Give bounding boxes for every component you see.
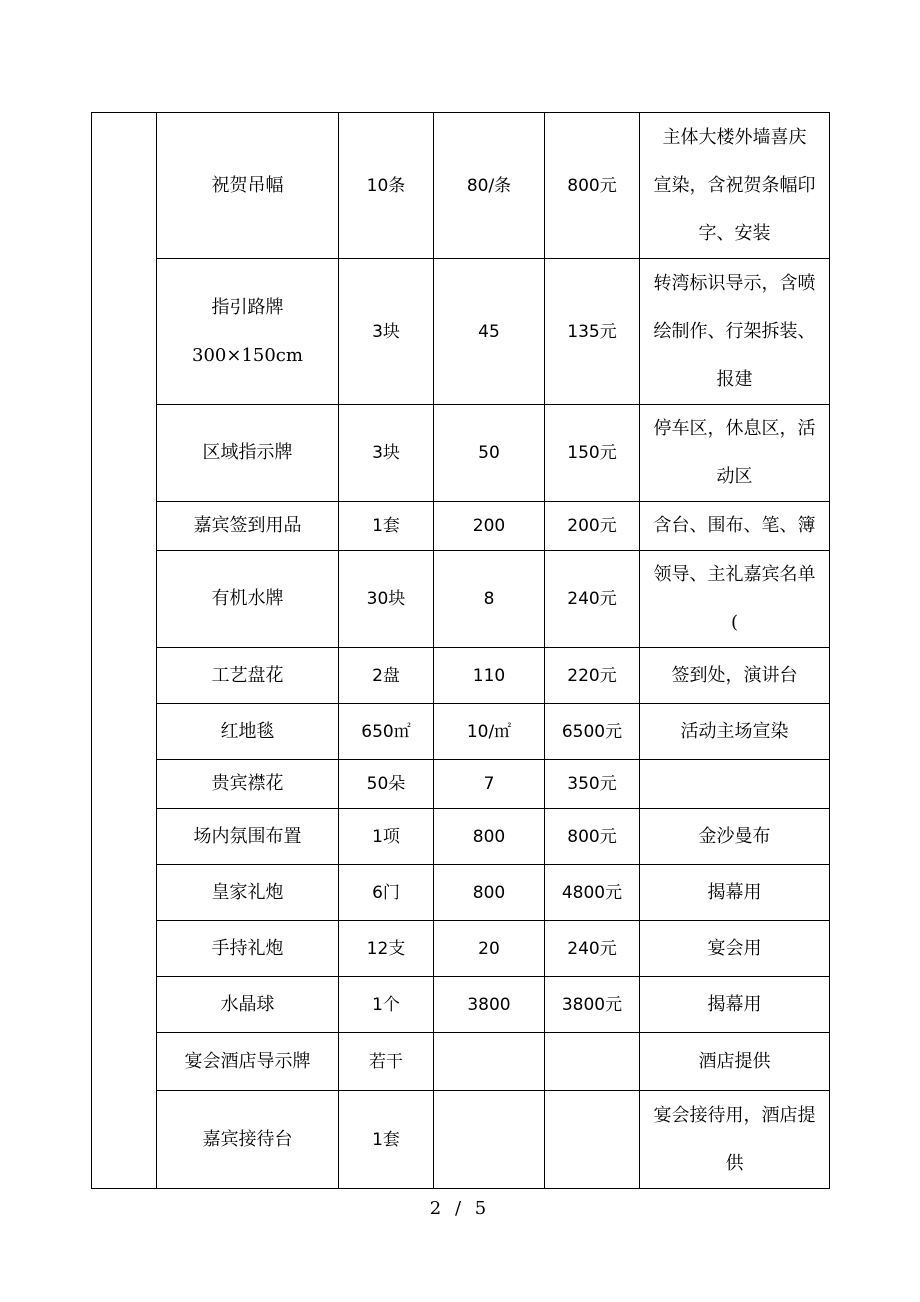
total-cell: 3800元 — [545, 977, 640, 1033]
unit-price-cell: 3800 — [434, 977, 545, 1033]
total-cell: 800元 — [545, 809, 640, 865]
note-cell-line: 动区 — [716, 466, 753, 487]
note-cell — [640, 551, 830, 648]
table-row — [92, 921, 830, 977]
table-row — [92, 865, 830, 921]
unit-price-cell: 800 — [434, 809, 545, 865]
total-cell — [545, 1091, 640, 1189]
unit-price-cell — [434, 1033, 545, 1091]
note-cell — [640, 977, 830, 1033]
item-name-cell-line: 场内氛围布置 — [193, 825, 302, 847]
table-row — [92, 502, 830, 551]
quantity-cell: 6门 — [339, 865, 434, 921]
item-name-cell — [157, 259, 339, 405]
table-row — [92, 405, 830, 502]
table-row — [92, 648, 830, 704]
quantity-cell: 1套 — [339, 502, 434, 551]
total-cell: 4800元 — [545, 865, 640, 921]
item-name-cell-line: 水晶球 — [220, 993, 275, 1015]
total-cell: 240元 — [545, 921, 640, 977]
item-name-cell — [157, 977, 339, 1033]
table-row — [92, 259, 830, 405]
note-cell — [640, 921, 830, 977]
item-name-cell — [157, 704, 339, 760]
note-cell — [640, 502, 830, 551]
unit-price-cell: 10/㎡ — [434, 704, 545, 760]
note-cell-line: 报建 — [716, 368, 753, 390]
item-name-cell — [157, 760, 339, 809]
total-cell: 800元 — [545, 113, 640, 259]
note-cell-line: 主体大楼外墙喜庆 — [662, 126, 807, 148]
category-cell — [92, 113, 157, 1189]
table-row — [92, 809, 830, 865]
table-row — [92, 1091, 830, 1189]
item-name-cell-line: 区域指示牌 — [202, 442, 293, 463]
note-cell-line: 活动主场宣染 — [680, 720, 789, 742]
table-row — [92, 1033, 830, 1091]
note-cell-line: 字、安装 — [698, 222, 771, 244]
note-cell-line: 宴会接待用，酒店提 — [653, 1104, 816, 1126]
note-cell-line: 含台、围布、笔、簿 — [653, 515, 816, 536]
note-cell-line: 供 — [725, 1152, 744, 1174]
unit-price-cell: 7 — [434, 760, 545, 809]
quantity-cell: 1个 — [339, 977, 434, 1033]
item-name-cell-line: 皇家礼炮 — [211, 881, 284, 903]
total-cell: 135元 — [545, 259, 640, 405]
quantity-cell: 2盘 — [339, 648, 434, 704]
note-cell-line: 领导、主礼嘉宾名单 — [653, 564, 816, 585]
table-body — [92, 113, 830, 1189]
item-name-cell — [157, 113, 339, 259]
item-name-cell — [157, 405, 339, 502]
unit-price-cell: 80/条 — [434, 113, 545, 259]
note-cell-line: 揭幕用 — [707, 993, 762, 1015]
quantity-cell: 12支 — [339, 921, 434, 977]
quantity-cell: 10条 — [339, 113, 434, 259]
note-cell — [640, 113, 830, 259]
unit-price-cell: 800 — [434, 865, 545, 921]
item-name-cell-line: 有机水牌 — [211, 588, 284, 609]
item-name-cell-line: 工艺盘花 — [211, 664, 284, 686]
table-row — [92, 704, 830, 760]
total-cell: 220元 — [545, 648, 640, 704]
unit-price-cell: 20 — [434, 921, 545, 977]
note-cell-line: 转湾标识导示，含喷 — [653, 272, 816, 294]
total-cell: 200元 — [545, 502, 640, 551]
item-name-cell-line: 嘉宾接待台 — [202, 1128, 293, 1150]
total-cell: 150元 — [545, 405, 640, 502]
quantity-cell: 若干 — [339, 1033, 434, 1091]
table-row — [92, 760, 830, 809]
quantity-cell: 650㎡ — [339, 704, 434, 760]
item-name-cell — [157, 648, 339, 704]
note-cell — [640, 760, 830, 809]
total-cell: 350元 — [545, 760, 640, 809]
quantity-cell: 30块 — [339, 551, 434, 648]
note-cell — [640, 809, 830, 865]
note-cell-line: 签到处，演讲台 — [671, 664, 798, 686]
unit-price-cell: 200 — [434, 502, 545, 551]
item-name-cell — [157, 502, 339, 551]
note-cell-line: 宣染，含祝贺条幅印 — [653, 174, 816, 196]
quantity-cell: 3块 — [339, 259, 434, 405]
item-name-cell-line: 嘉宾签到用品 — [193, 515, 302, 536]
note-cell — [640, 865, 830, 921]
cost-table — [91, 112, 830, 1189]
item-name-cell — [157, 1091, 339, 1189]
item-name-cell — [157, 809, 339, 865]
total-cell — [545, 1033, 640, 1091]
item-name-cell — [157, 921, 339, 977]
table-row — [92, 113, 830, 259]
item-name-cell-line: 宴会酒店导示牌 — [184, 1050, 311, 1072]
item-name-cell — [157, 1033, 339, 1091]
note-cell-line: 宴会用 — [707, 937, 762, 959]
item-name-cell-line: 祝贺吊幅 — [211, 174, 284, 196]
quantity-cell: 3块 — [339, 405, 434, 502]
quantity-cell: 1项 — [339, 809, 434, 865]
note-cell — [640, 648, 830, 704]
note-cell — [640, 1033, 830, 1091]
item-name-cell-line: 指引路牌 — [211, 296, 284, 318]
note-cell-line: 酒店提供 — [698, 1050, 771, 1072]
item-name-cell-line: 贵宾襟花 — [211, 773, 284, 794]
item-name-cell-line: 手持礼炮 — [211, 937, 284, 959]
note-cell-line: 绘制作、行架拆装、 — [653, 320, 816, 342]
note-cell — [640, 259, 830, 405]
item-name-cell-line: 300×150cm — [192, 344, 303, 366]
table-row — [92, 977, 830, 1033]
unit-price-cell: 110 — [434, 648, 545, 704]
quantity-cell: 50朵 — [339, 760, 434, 809]
total-cell: 6500元 — [545, 704, 640, 760]
item-name-cell-line: 红地毯 — [220, 720, 275, 742]
item-name-cell — [157, 551, 339, 648]
note-cell — [640, 1091, 830, 1189]
unit-price-cell: 50 — [434, 405, 545, 502]
unit-price-cell: 45 — [434, 259, 545, 405]
note-cell — [640, 405, 830, 502]
total-cell: 240元 — [545, 551, 640, 648]
unit-price-cell: 8 — [434, 551, 545, 648]
item-name-cell — [157, 865, 339, 921]
unit-price-cell — [434, 1091, 545, 1189]
note-cell-line: 金沙曼布 — [698, 825, 771, 847]
page-number: 2 / 5 — [429, 1198, 491, 1219]
table-row — [92, 551, 830, 648]
note-cell-line: 揭幕用 — [707, 881, 762, 903]
note-cell — [640, 704, 830, 760]
quantity-cell: 1套 — [339, 1091, 434, 1189]
note-cell-line: ( — [730, 612, 739, 633]
note-cell-line: 停车区，休息区，活 — [653, 418, 816, 439]
